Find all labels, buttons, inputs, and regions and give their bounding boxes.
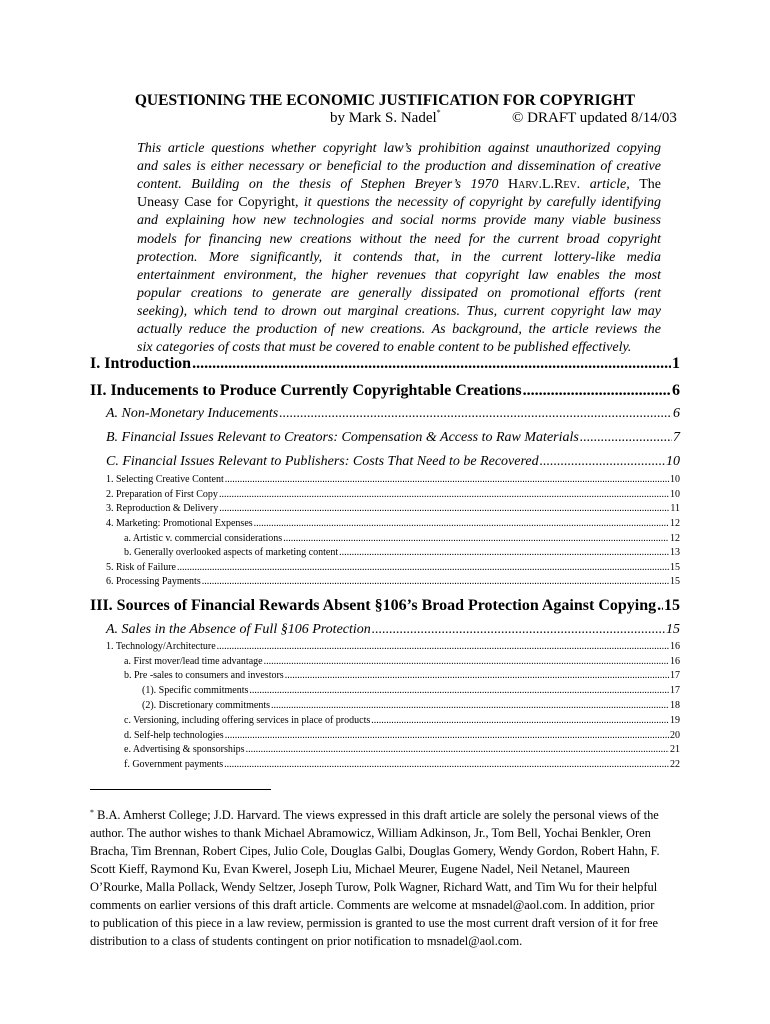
toc-dot-leader <box>339 547 669 558</box>
abstract-line <box>137 303 661 321</box>
toc-entry-label: f. Government payments <box>124 759 224 770</box>
footnote-text: Scott Kieff, Raymond Ku, Evan Kwerel, Joseph Liu, Michael Meurer, Eugene Nadel, Neil Netanel, Maureen <box>90 862 630 876</box>
toc-entry-page: 15 <box>666 622 680 637</box>
toc-dot-leader <box>219 489 669 500</box>
toc-entry-page: 16 <box>670 656 680 667</box>
toc-dot-leader <box>283 533 669 544</box>
toc-entry-label: d. Self-help technologies <box>124 730 224 741</box>
footnote-text: to publication of this piece in a law review, permission is granted to use the most current draft version of it for free <box>90 916 658 930</box>
toc-entry-page: 6 <box>673 406 680 421</box>
toc-entry-label: a. Artistic v. commercial considerations <box>124 533 283 544</box>
toc-entry-label: (1). Specific commitments <box>142 685 249 696</box>
document-title: QUESTIONING THE ECONOMIC JUSTIFICATION FOR COPYRIGHT <box>134 92 636 109</box>
footnote-line <box>90 844 660 859</box>
author-name: by Mark S. Nadel <box>330 110 437 126</box>
toc-entry[interactable] <box>142 700 680 711</box>
toc-entry[interactable] <box>106 518 680 529</box>
toc-entry-label: B. Financial Issues Relevant to Creators: Compensation & Access to Raw Materials <box>106 430 579 445</box>
toc-entry-label: I. Introduction <box>90 355 192 372</box>
toc-dot-leader <box>217 641 669 652</box>
footnote-line <box>90 808 659 823</box>
footnote-text: author. The author wishes to thank Michael Abramowicz, William Adkinson, Jr., Tom Bell, Yochai Benkler, Oren <box>90 826 651 840</box>
toc-dot-leader <box>177 562 669 573</box>
toc-entry-label: 4. Marketing: Promotional Expenses <box>106 518 253 529</box>
toc-entry-page: 22 <box>670 759 680 770</box>
toc-entry[interactable] <box>90 382 680 400</box>
toc-dot-leader <box>246 744 669 755</box>
toc-dot-leader <box>224 759 669 770</box>
footnote-marker[interactable]: * <box>436 108 441 117</box>
toc-entry-page: 12 <box>670 518 680 529</box>
abstract-text: and explaining how new technologies and social norms provide many viable business <box>137 213 661 229</box>
toc-entry-page: 21 <box>670 744 680 755</box>
author-byline <box>330 110 441 127</box>
abstract-line <box>137 140 661 158</box>
abstract-text: The <box>639 177 661 193</box>
toc-entry-page: 11 <box>670 503 680 514</box>
toc-entry[interactable] <box>124 533 680 544</box>
toc-entry-page: 1 <box>672 355 680 372</box>
footnote-divider <box>90 789 271 790</box>
abstract-line <box>137 321 661 339</box>
toc-entry-label: A. Non-Monetary Inducements <box>106 406 279 421</box>
footnote-line <box>90 880 657 895</box>
toc-entry[interactable] <box>106 622 680 638</box>
abstract-line <box>137 249 661 267</box>
toc-entry[interactable] <box>106 503 680 514</box>
abstract-line <box>137 194 661 212</box>
footnote-line <box>90 826 651 841</box>
toc-entry[interactable] <box>124 715 680 726</box>
toc-dot-leader <box>254 518 669 529</box>
abstract-text: actually reduce the production of new creations. As background, the article reviews the <box>137 322 661 337</box>
toc-entry-page: 16 <box>670 641 680 652</box>
toc-entry[interactable] <box>124 759 680 770</box>
toc-entry-label: b. Generally overlooked aspects of marketing content <box>124 547 339 558</box>
footnote-marker: * <box>90 808 94 817</box>
toc-entry[interactable] <box>142 685 680 696</box>
toc-dot-leader <box>192 355 671 373</box>
toc-entry-page: 15 <box>670 576 680 587</box>
toc-dot-leader <box>202 576 669 587</box>
abstract-text: content. Building on the thesis of Stephen Breyer’s 1970 <box>137 177 509 193</box>
toc-entry-page: 19 <box>670 715 680 726</box>
footnote-line <box>90 916 658 931</box>
toc-entry-label: II. Inducements to Produce Currently Copyrightable Creations <box>90 382 522 399</box>
toc-entry-page: 20 <box>670 730 680 741</box>
toc-entry-label: III. Sources of Financial Rewards Absent §106’s Broad Protection Against Copying <box>90 597 657 614</box>
abstract-text: article, <box>580 177 640 193</box>
toc-entry-page: 17 <box>670 670 680 681</box>
toc-entry-label: 6. Processing Payments <box>106 576 201 587</box>
toc-entry[interactable] <box>90 355 680 373</box>
toc-dot-leader <box>372 622 665 638</box>
abstract-text: and sales is either necessary or beneficial to the production and dissemination of creative <box>137 159 661 175</box>
footnote-text: comments on earlier versions of this draft article. Comments are welcome at msnadel@aol.com. In addition, prior <box>90 898 655 912</box>
footnote-text: O’Rourke, Malla Pollack, Wendy Seltzer, Joseph Turow, Polk Wagner, Richard Watt, and Tim Wu for their helpful <box>90 880 658 894</box>
abstract-text: it questions the necessity of copyright by carefully identifying <box>298 195 661 211</box>
toc-entry-label: (2). Discretionary commitments <box>142 700 271 711</box>
toc-entry[interactable] <box>106 576 680 587</box>
toc-entry[interactable] <box>124 744 680 755</box>
toc-entry[interactable] <box>106 489 680 500</box>
toc-dot-leader <box>285 670 669 681</box>
abstract-text: protection. More significantly, it contends that, in the current lottery-like media <box>137 249 661 265</box>
footnote-line <box>90 862 630 877</box>
toc-dot-leader <box>523 382 671 400</box>
abstract-text: seeking), which tend to drown out marginal creations. Thus, current copyright law may <box>137 303 661 319</box>
toc-dot-leader <box>271 700 669 711</box>
toc-entry-label: A. Sales in the Absence of Full §106 Protection <box>106 622 371 637</box>
toc-entry-page: 18 <box>670 700 680 711</box>
abstract-line <box>137 231 661 249</box>
toc-entry[interactable] <box>106 454 680 470</box>
toc-entry-page: 17 <box>670 685 680 696</box>
toc-entry[interactable] <box>90 597 680 615</box>
toc-entry-page: 7 <box>673 430 680 445</box>
toc-entry[interactable] <box>106 430 680 446</box>
toc-dot-leader <box>540 454 665 470</box>
toc-entry-label: 3. Reproduction & Delivery <box>106 503 219 514</box>
toc-entry-page: 13 <box>670 547 680 558</box>
abstract-text: entertainment environment, the higher revenues that copyright law enables the most <box>137 267 661 283</box>
abstract-text: models for financing new creations without the need for the current broad copyright <box>137 231 661 247</box>
toc-entry-page: 10 <box>666 454 680 469</box>
toc-entry-page: 10 <box>670 474 680 485</box>
toc-entry-label: 1. Selecting Creative Content <box>106 474 224 485</box>
toc-dot-leader <box>580 430 672 446</box>
toc-entry-page: 15 <box>670 562 680 573</box>
footnote-line <box>90 898 654 913</box>
toc-dot-leader <box>264 656 669 667</box>
abstract-line <box>137 212 661 230</box>
toc-dot-leader <box>225 730 669 741</box>
toc-entry-label: e. Advertising & sponsorships <box>124 744 245 755</box>
toc-entry-label: b. Pre -sales to consumers and investors <box>124 670 284 681</box>
toc-entry[interactable] <box>106 562 680 573</box>
toc-entry[interactable] <box>124 547 680 558</box>
toc-entry[interactable] <box>106 641 680 652</box>
abstract-line <box>137 158 661 176</box>
toc-dot-leader <box>279 406 672 422</box>
footnote-line <box>90 934 522 949</box>
footnote-text: B.A. Amherst College; J.D. Harvard. The views expressed in this draft article are solely the personal views of the <box>97 808 659 822</box>
abstract-text: This article questions whether copyright law’s prohibition against unauthorized copying <box>137 141 661 156</box>
toc-dot-leader <box>225 474 669 485</box>
abstract-text: popular creations to generate are generally dissipated on promotional efforts (rent <box>137 285 661 301</box>
toc-entry-page: 15 <box>664 597 680 614</box>
toc-entry[interactable] <box>124 670 680 681</box>
toc-entry-page: 6 <box>672 382 680 399</box>
toc-dot-leader <box>657 597 663 615</box>
toc-entry[interactable] <box>124 656 680 667</box>
toc-entry[interactable] <box>106 474 680 485</box>
abstract-line <box>137 176 661 194</box>
toc-entry-page: 10 <box>670 489 680 500</box>
abstract-text: Harv.L.Rev. <box>508 177 581 193</box>
toc-entry-label: c. Versioning, including offering services in place of products <box>124 715 371 726</box>
toc-entry-label: 2. Preparation of First Copy <box>106 489 218 500</box>
abstract-line <box>137 267 661 285</box>
toc-entry-label: a. First mover/lead time advantage <box>124 656 263 667</box>
toc-entry-page: 12 <box>670 533 680 544</box>
toc-entry[interactable] <box>124 730 680 741</box>
abstract-text: six categories of costs that must be covered to enable content to be published effectively. <box>137 340 632 356</box>
toc-dot-leader <box>219 503 669 514</box>
toc-entry-label: 1. Technology/Architecture <box>106 641 216 652</box>
footnote-text: distribution to a class of students contingent on prior notification to msnadel@aol.com. <box>90 934 523 948</box>
toc-dot-leader <box>371 715 669 726</box>
toc-dot-leader <box>249 685 669 696</box>
toc-entry[interactable] <box>106 406 680 422</box>
abstract-text: Uneasy Case for Copyright, <box>137 195 299 211</box>
abstract-line <box>137 285 661 303</box>
draft-date: © DRAFT updated 8/14/03 <box>512 110 677 126</box>
toc-entry-label: 5. Risk of Failure <box>106 562 176 573</box>
toc-entry-label: C. Financial Issues Relevant to Publishers: Costs That Need to be Recovered <box>106 454 539 469</box>
footnote-text: Bracha, Tim Brennan, Robert Cipes, Julio Cole, Douglas Galbi, Douglas Gomery, Wendy Gordon, Robert Hahn, F. <box>90 844 660 858</box>
